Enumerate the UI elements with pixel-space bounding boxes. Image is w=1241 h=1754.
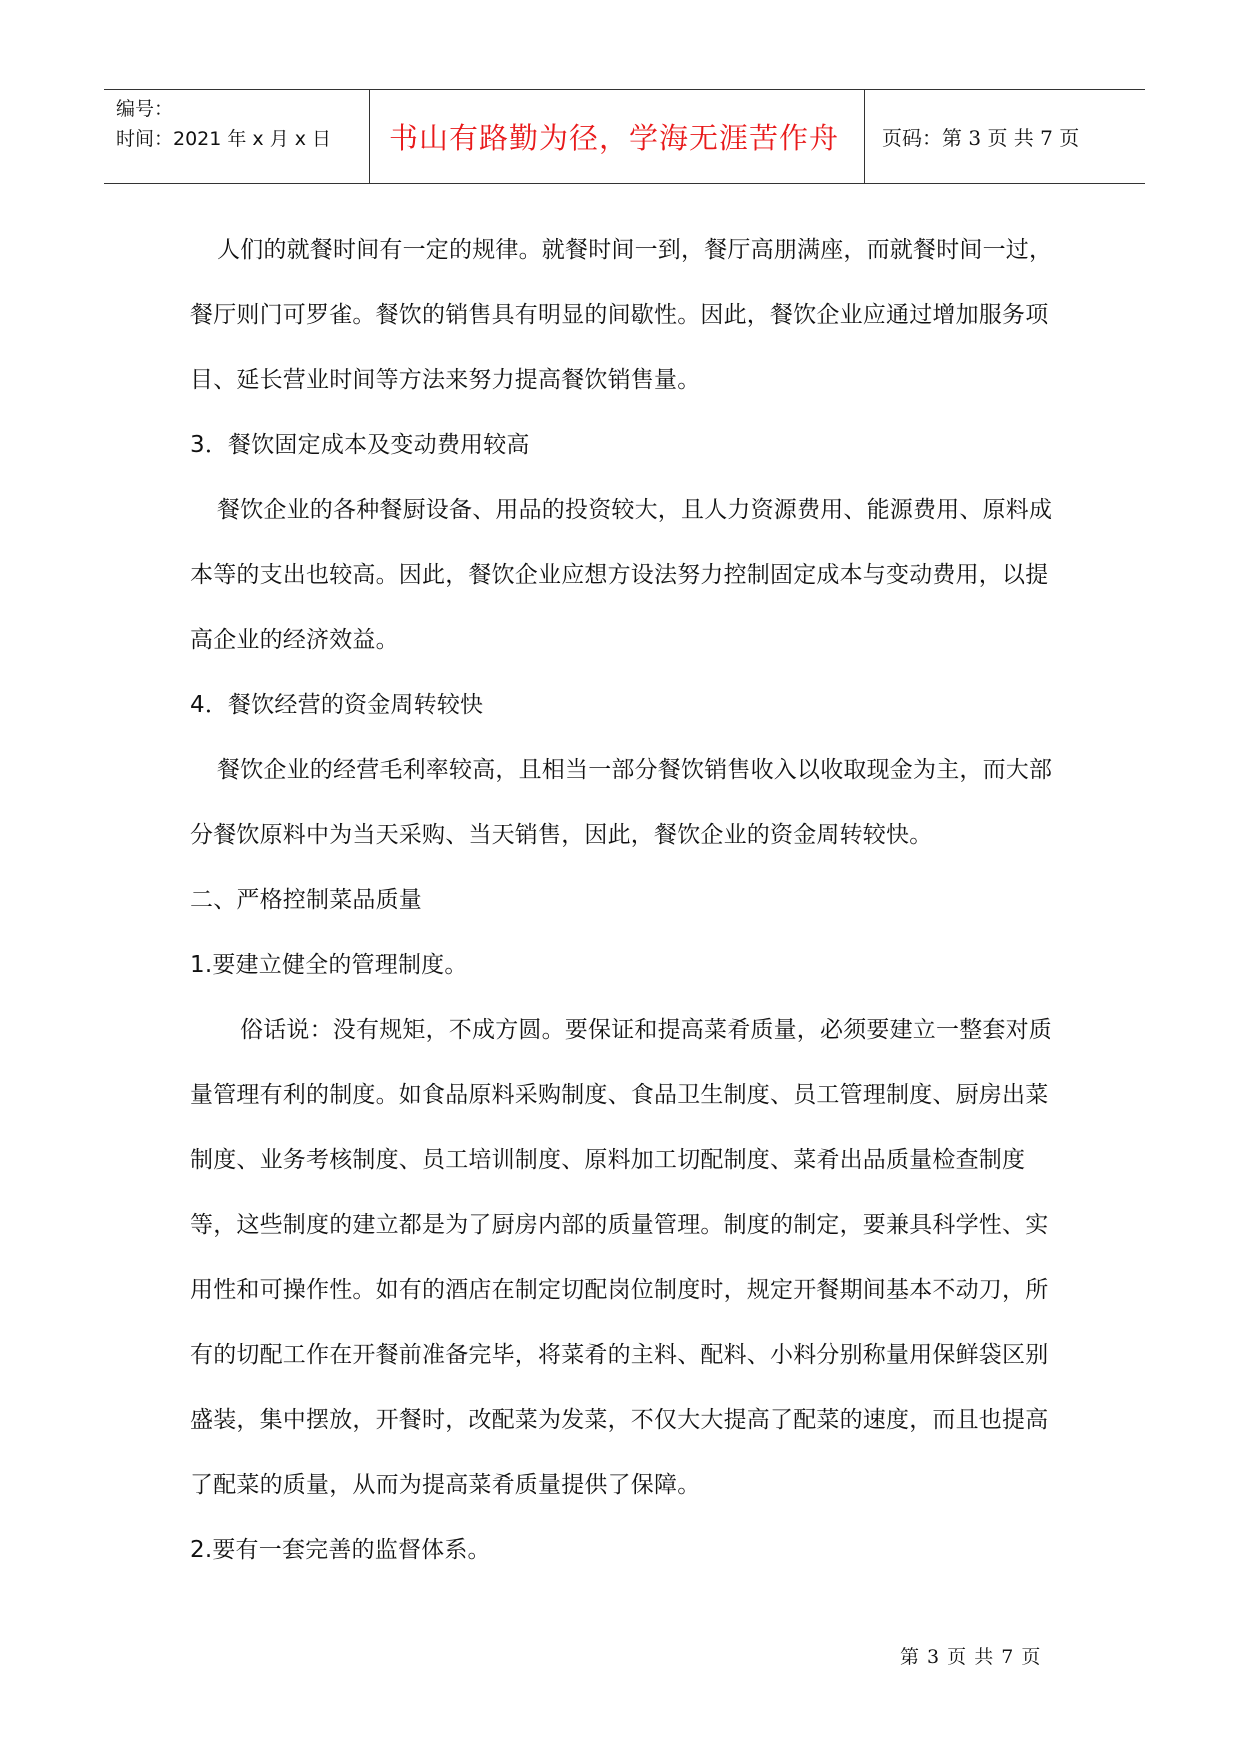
section-heading: 二、严格控制菜品质量	[190, 887, 422, 913]
subheading: 3．餐饮固定成本及变动费用较高	[190, 432, 530, 458]
time-label: 时间：2021 年 x 月 x 日	[116, 128, 332, 150]
paragraph: 人们的就餐时间有一定的规律。就餐时间一到，餐厅高朋满座，而就餐时间一过，餐厅则门可罗雀。餐饮的销售具有明显的间歇性。因此，餐饮企业应通过增加服务项目、延长营业时间等方法来努力提高餐饮销售量。	[190, 237, 1053, 393]
page-footer: 第 3 页 共 7 页	[900, 1646, 1042, 1668]
paragraph: 俗话说：没有规矩，不成方圆。要保证和提高菜肴质量，必须要建立一整套对质量管理有利的制度。如食品原料采购制度、食品卫生制度、员工管理制度、厨房出菜制度、业务考核制度、员工培训制度、原料加工切配制度、菜肴出品质量检查制度等，这些制度的建立都是为了厨房内部的质量管理。制度的制定，要兼具科学性、实用性和可操作性。如有的酒店在制定切配岗位制度时，规定开餐期间基本不动刀，所有的切配工作在开餐前准备完毕，将菜肴的主料、配料、小料分别称量用保鲜袋区别盛装，集中摆放，开餐时，改配菜为发菜，不仅大大提高了配菜的速度，而且也提高了配菜的质量，从而为提高菜肴质量提供了保障。	[190, 1017, 1052, 1498]
subheading: 2.要有一套完善的监督体系。	[190, 1537, 491, 1563]
number-label: 编号：	[116, 98, 174, 120]
header-motto: 书山有路勤为径，学海无涯苦作舟	[388, 121, 839, 155]
page-header	[104, 89, 1145, 184]
header-page-code: 页码：第 3 页 共 7 页	[882, 126, 1080, 150]
header-divider	[864, 90, 865, 183]
subheading: 4．餐饮经营的资金周转较快	[190, 692, 484, 718]
paragraph: 餐饮企业的各种餐厨设备、用品的投资较大，且人力资源费用、能源费用、原料成本等的支出也较高。因此，餐饮企业应想方设法努力控制固定成本与变动费用，以提高企业的经济效益。	[190, 497, 1053, 653]
header-meta	[116, 94, 366, 154]
document-body	[190, 218, 1070, 1583]
paragraph: 餐饮企业的经营毛利率较高，且相当一部分餐饮销售收入以收取现金为主，而大部分餐饮原料中为当天采购、当天销售，因此，餐饮企业的资金周转较快。	[190, 757, 1053, 848]
subheading: 1.要建立健全的管理制度。	[190, 952, 468, 978]
